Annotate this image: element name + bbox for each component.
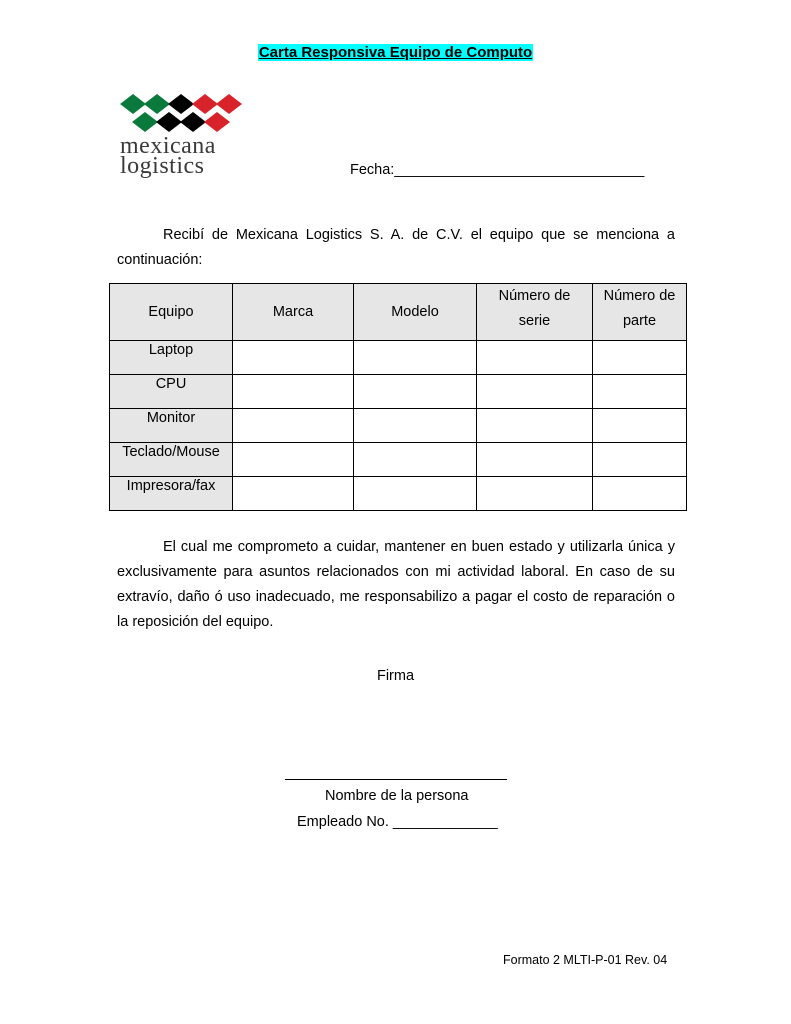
cell-marca [233,341,354,375]
cell-marca [233,375,354,409]
header-marca: Marca [233,284,354,341]
cell-serie [477,477,593,511]
cell-parte [593,477,687,511]
name-label: Nombre de la persona [325,788,469,804]
cell-marca [233,443,354,477]
row-equipo-laptop: Laptop [110,341,233,375]
cell-parte [593,341,687,375]
cell-modelo [354,477,477,511]
row-equipo-monitor: Monitor [110,409,233,443]
cell-serie [477,341,593,375]
company-logo [113,90,263,182]
intro-paragraph [117,223,675,273]
cell-serie [477,375,593,409]
date-field: Fecha:_______________________________ [350,162,645,178]
cell-serie [477,443,593,477]
header-numero-parte: Número de parte [593,284,687,341]
row-equipo-impresora-fax: Impresora/fax [110,477,233,511]
commitment-paragraph [117,535,675,635]
logo-diamonds-icon [113,90,253,136]
table-row [110,409,687,443]
cell-modelo [354,375,477,409]
signature-label: Firma [376,668,415,684]
cell-marca [233,409,354,443]
commitment-text: El cual me comprometo a cuidar, mantener en buen estado y utilizarla única y exclusivamente para asuntos relacionados con mi actividad laboral. En caso de su extravío, daño ó uso inadecuado, me responsabilizo a pagar el costo de reparación o la reposición del equipo. [117,539,675,630]
cell-marca [233,477,354,511]
equipment-table [109,283,687,511]
logo-text-line2: logistics [120,153,205,179]
table-row [110,375,687,409]
cell-modelo [354,443,477,477]
cell-parte [593,375,687,409]
cell-modelo [354,341,477,375]
header-equipo: Equipo [110,284,233,341]
table-row [110,477,687,511]
cell-parte [593,443,687,477]
row-equipo-cpu: CPU [110,375,233,409]
document-title: Carta Responsiva Equipo de Computo [258,44,533,61]
header-modelo: Modelo [354,284,477,341]
signature-line [285,767,507,780]
row-equipo-teclado-mouse: Teclado/Mouse [110,443,233,477]
table-header-row [110,284,687,341]
intro-text: Recibí de Mexicana Logistics S. A. de C.V. el equipo que se menciona a continuación: [117,227,675,268]
table-row [110,443,687,477]
cell-modelo [354,409,477,443]
header-numero-serie: Número de serie [477,284,593,341]
cell-parte [593,409,687,443]
employee-number-field: Empleado No. _____________ [297,814,498,830]
cell-serie [477,409,593,443]
form-code-footer: Formato 2 MLTI-P-01 Rev. 04 [503,953,668,967]
logo-text-line1: mexicana [120,133,216,159]
table-row [110,341,687,375]
